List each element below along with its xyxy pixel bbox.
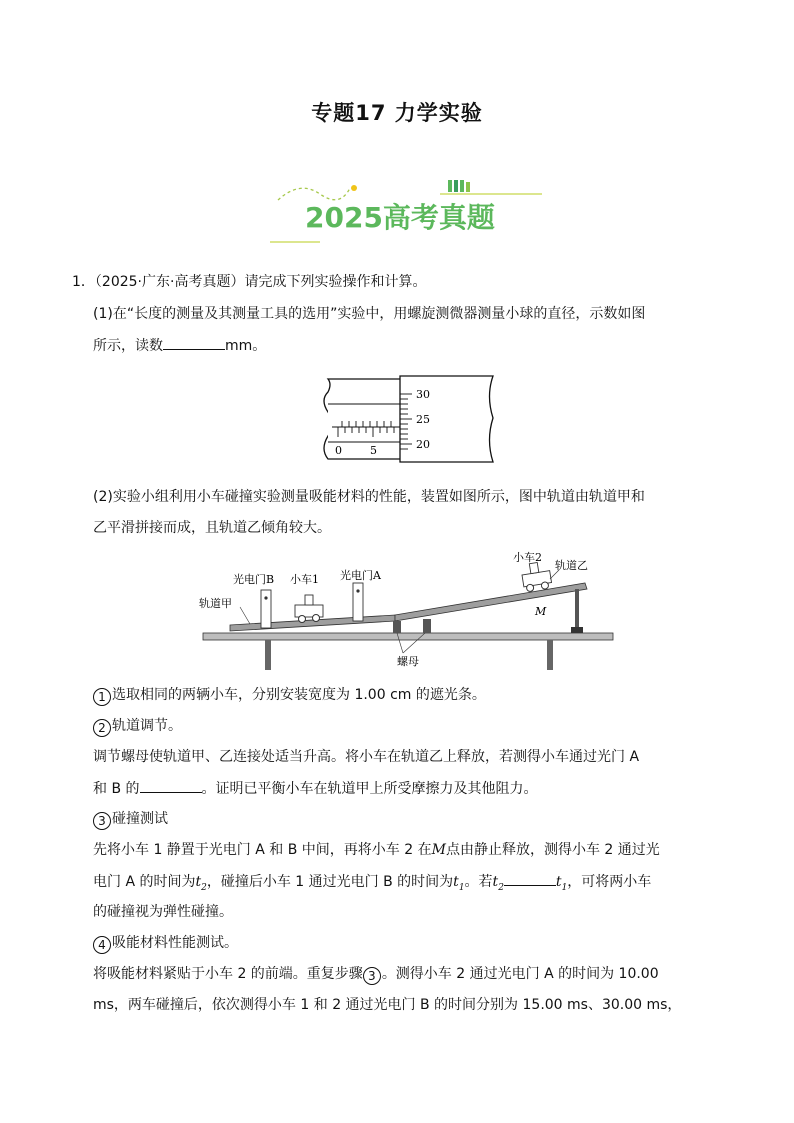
part2-line2: 乙平滑拼接而成，且轨道乙倾角较大。 bbox=[93, 520, 331, 536]
step4-line bbox=[93, 933, 238, 954]
answer-blank-3[interactable] bbox=[504, 871, 556, 886]
step3-text-a: 先将小车 1 静置于光电门 A 和 B 中间，再将小车 2 在 bbox=[93, 842, 432, 858]
main-scale-label-5: 5 bbox=[370, 444, 377, 457]
step3-text-c: 电门 A 的时间为 bbox=[93, 874, 196, 890]
apparatus-figure bbox=[195, 545, 620, 675]
label-gate-b: 光电门B bbox=[233, 573, 275, 586]
banner-title: 2025高考真题 bbox=[305, 201, 495, 234]
step3-body-line1 bbox=[93, 840, 660, 860]
point-m-ref: M bbox=[431, 842, 446, 858]
step3-text-b: 点由静止释放，测得小车 2 通过光 bbox=[445, 842, 660, 858]
step4-body-line1 bbox=[93, 964, 659, 985]
answer-blank-1[interactable] bbox=[163, 335, 225, 350]
part1-line2 bbox=[93, 335, 266, 356]
question-number: 1． bbox=[72, 274, 95, 290]
step4-text-b: 。测得小车 2 通过光电门 A 的时间为 10.00 bbox=[381, 966, 659, 982]
part1-unit: mm。 bbox=[225, 338, 267, 354]
step3-text-e: 。若 bbox=[464, 874, 493, 890]
step3-body-line3: 的碰撞视为弹性碰撞。 bbox=[93, 904, 233, 920]
step3-text: 碰撞测试 bbox=[112, 811, 168, 827]
answer-blank-2[interactable] bbox=[140, 778, 202, 793]
step4-body-line2: ms，两车碰撞后，依次测得小车 1 和 2 通过光电门 B 的时间分别为 15.00 ms、30.00 ms， bbox=[93, 997, 682, 1013]
step3-body-line2 bbox=[93, 871, 651, 898]
t2-subscript-2: 2 bbox=[498, 882, 504, 893]
thimble-label-20: 20 bbox=[416, 438, 430, 451]
step4-text-a: 将吸能材料紧贴于小车 2 的前端。重复步骤 bbox=[93, 966, 363, 982]
part2-line1: (2)实验小组利用小车碰撞实验测量吸能材料的性能，装置如图所示，图中轨道由轨道甲和 bbox=[93, 489, 645, 505]
thimble-label-30: 30 bbox=[416, 388, 430, 401]
step3-line bbox=[93, 809, 168, 830]
step2-text-a: 和 B 的 bbox=[93, 781, 140, 797]
step2-text: 轨道调节。 bbox=[112, 718, 182, 734]
step2-line bbox=[93, 716, 182, 737]
main-scale-label-0: 0 bbox=[335, 444, 342, 457]
step4-text: 吸能材料性能测试。 bbox=[112, 935, 238, 951]
t1-symbol: t bbox=[453, 874, 459, 890]
step1-text: 选取相同的两辆小车，分别安装宽度为 1.00 cm 的遮光条。 bbox=[112, 687, 486, 703]
thimble-label-25: 25 bbox=[416, 413, 430, 426]
step3-number: 3 bbox=[93, 812, 111, 830]
label-point-m: M bbox=[535, 605, 547, 618]
label-nut: 螺母 bbox=[397, 655, 419, 668]
step3-text-f: ，可将两小车 bbox=[567, 874, 652, 890]
question-header bbox=[72, 272, 426, 292]
step4-ref: 3 bbox=[363, 967, 381, 985]
label-track-jia: 轨道甲 bbox=[199, 597, 232, 610]
step1-line bbox=[93, 685, 486, 706]
t1-symbol-2: t bbox=[555, 874, 562, 890]
t2-symbol-2: t bbox=[492, 874, 499, 890]
t2-subscript: 2 bbox=[201, 882, 207, 893]
step1-number: 1 bbox=[93, 688, 111, 706]
micrometer-figure bbox=[318, 374, 498, 464]
part1-text: 所示，读数 bbox=[93, 338, 163, 354]
label-car-2: 小车2 bbox=[513, 551, 542, 564]
label-gate-a: 光电门A bbox=[340, 569, 381, 582]
step3-text-d: ，碰撞后小车 1 通过光电门 B 的时间为 bbox=[206, 874, 454, 890]
t1-subscript: 1 bbox=[458, 882, 465, 893]
t1-subscript-2: 1 bbox=[561, 882, 568, 893]
label-track-yi: 轨道乙 bbox=[555, 559, 588, 572]
t2-symbol: t bbox=[195, 874, 202, 890]
part1-line1: (1)在“长度的测量及其测量工具的选用”实验中，用螺旋测微器测量小球的直径，示数如图 bbox=[93, 306, 646, 322]
step2-body-line1: 调节螺母使轨道甲、乙连接处适当升高。将小车在轨道乙上释放，若测得小车通过光门 A bbox=[93, 749, 640, 765]
step2-text-b: 。证明已平衡小车在轨道甲上所受摩擦力及其他阻力。 bbox=[201, 781, 538, 797]
page-title: 专题17 力学实验 bbox=[311, 101, 483, 125]
question-source: （2025·广东·高考真题）请完成下列实验操作和计算。 bbox=[94, 274, 427, 290]
label-car-1: 小车1 bbox=[290, 573, 319, 586]
step2-number: 2 bbox=[93, 719, 111, 737]
step2-body-line2 bbox=[93, 778, 538, 799]
step4-number: 4 bbox=[93, 936, 111, 954]
